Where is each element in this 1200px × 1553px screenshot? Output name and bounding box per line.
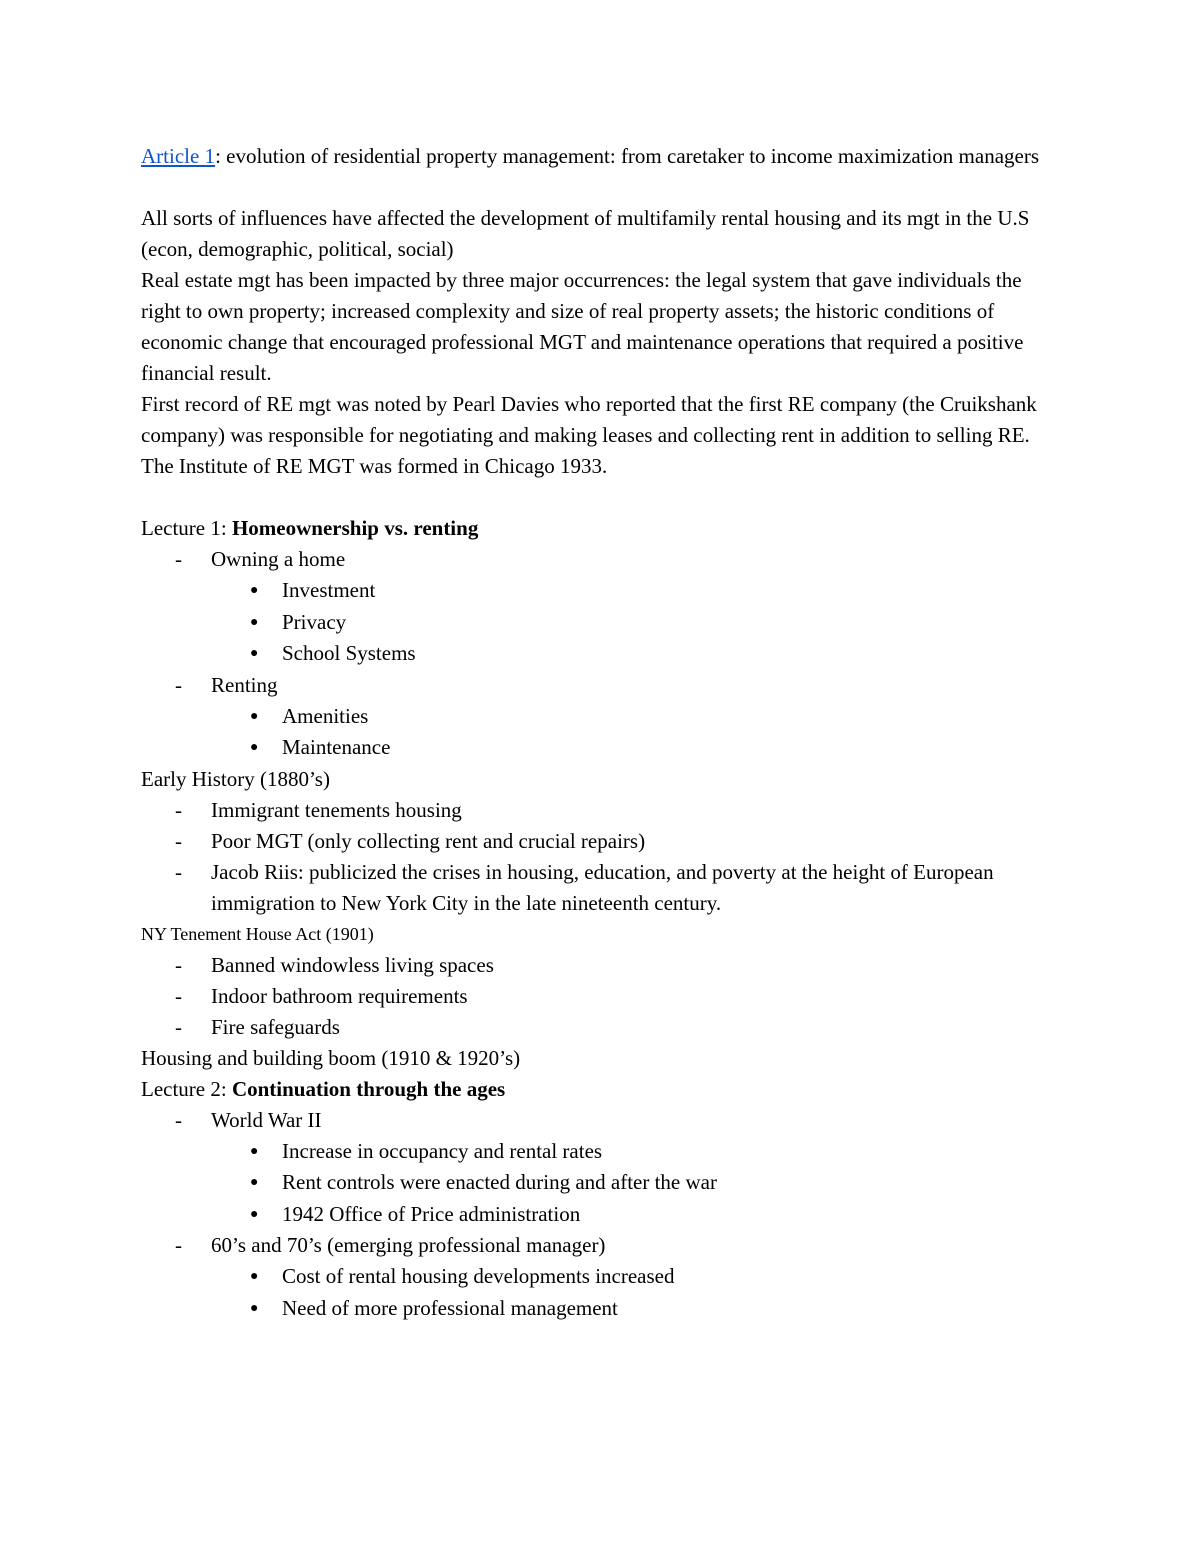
bullet-icon: ●	[250, 740, 259, 755]
list-item	[141, 1167, 1061, 1199]
dash-marker: -	[175, 952, 182, 977]
list-item-text: Indoor bathroom requirements	[211, 983, 468, 1008]
dash-marker: -	[175, 828, 182, 853]
tenement-act-heading: NY Tenement House Act (1901)	[141, 923, 374, 944]
bullet-icon: ●	[250, 583, 259, 598]
lecture-1-title: Homeownership vs. renting	[231, 516, 479, 540]
list-item-text: Immigrant tenements housing	[211, 797, 462, 822]
early-history-heading: Early History (1880’s)	[141, 766, 330, 791]
list-item-text: Need of more professional management	[282, 1295, 618, 1320]
bullet-icon: ●	[250, 708, 259, 724]
list-item	[141, 1105, 1061, 1136]
bullet-icon: ●	[250, 1143, 259, 1159]
article-heading	[141, 141, 1061, 172]
dash-marker: -	[175, 672, 182, 697]
list-item	[141, 1199, 1061, 1231]
list-item-text: Fire safeguards	[211, 1014, 340, 1039]
lecture-1-prefix: Lecture 1:	[141, 516, 232, 540]
dash-marker: -	[175, 1107, 182, 1132]
article-paragraph: The Institute of RE MGT was formed in Chicago 1933.	[141, 454, 608, 478]
list-item-text: Jacob Riis: publicized the crises in housing, education, and poverty at the height of European immigration to New York City in the late nineteenth century.	[211, 859, 994, 915]
lecture-2-heading	[141, 1074, 1061, 1105]
list-item	[141, 701, 1061, 733]
list-item-text: 60’s and 70’s (emerging professional manager)	[211, 1233, 606, 1257]
dash-marker: -	[175, 797, 182, 822]
list-item	[141, 1012, 1061, 1043]
bullet-icon: ●	[250, 1300, 259, 1316]
list-item	[141, 950, 1061, 981]
lecture-1-heading	[141, 513, 1061, 544]
dash-marker: -	[175, 1014, 182, 1039]
list-item-text: Maintenance	[282, 735, 391, 759]
document-page	[141, 141, 1061, 1324]
dash-marker: -	[175, 547, 182, 571]
bullet-icon: ●	[250, 646, 259, 661]
list-item-text: Investment	[282, 578, 376, 602]
building-boom-line: Housing and building boom (1910 & 1920’s)	[141, 1045, 521, 1070]
list-item-text: Owning a home	[211, 547, 346, 571]
list-item-text: Rent controls were enacted during and after the war	[282, 1170, 717, 1194]
list-item	[141, 1261, 1061, 1293]
article-title: : evolution of residential property management: from caretaker to income maximization managers	[215, 144, 1040, 168]
list-item	[141, 544, 1061, 575]
list-item-text: Cost of rental housing developments increased	[282, 1264, 675, 1288]
list-item-text: Renting	[211, 672, 278, 697]
list-item-text: Amenities	[282, 703, 369, 728]
list-item	[141, 638, 1061, 670]
list-item	[141, 795, 1061, 826]
list-item-text: Increase in occupancy and rental rates	[282, 1138, 603, 1163]
list-item	[141, 826, 1061, 857]
list-item	[141, 670, 1061, 701]
list-item	[141, 857, 1061, 919]
article-link[interactable]: Article 1	[141, 144, 216, 168]
list-item-text: World War II	[211, 1107, 322, 1132]
article-paragraph: All sorts of influences have affected the development of multifamily rental housing and its mgt in the U.S (econ, demographic, political, social)	[141, 206, 1030, 261]
list-item	[141, 981, 1061, 1012]
bullet-icon: ●	[250, 614, 259, 630]
bullet-icon: ●	[250, 1206, 259, 1222]
dash-marker: -	[175, 1233, 182, 1257]
bullet-icon: ●	[250, 1269, 259, 1284]
list-item	[141, 575, 1061, 607]
lecture-2-prefix: Lecture 2:	[141, 1076, 232, 1101]
list-item-text: Poor MGT (only collecting rent and crucial repairs)	[211, 828, 646, 853]
list-item	[141, 1230, 1061, 1261]
article-paragraph: First record of RE mgt was noted by Pearl Davies who reported that the first RE company (the Cruikshank company) was responsible for negotiating and making leases and collecting rent in addition to selling RE.	[141, 392, 1037, 447]
list-item	[141, 1293, 1061, 1325]
dash-marker: -	[175, 983, 182, 1008]
dash-marker: -	[175, 859, 182, 884]
list-item	[141, 1136, 1061, 1168]
bullet-icon: ●	[250, 1175, 259, 1190]
list-item	[141, 732, 1061, 764]
article-paragraph: Real estate mgt has been impacted by three major occurrences: the legal system that gave individuals the right to own property; increased complexity and size of real property assets; the historic conditions of economic change that encouraged professional MGT and maintenance operations that required a positive financial result.	[141, 268, 1024, 385]
list-item-text: 1942 Office of Price administration	[282, 1201, 581, 1226]
list-item-text: Privacy	[282, 609, 347, 634]
list-item-text: School Systems	[282, 641, 416, 665]
list-item	[141, 607, 1061, 639]
lecture-2-title: Continuation through the ages	[231, 1076, 506, 1101]
list-item-text: Banned windowless living spaces	[211, 952, 494, 977]
